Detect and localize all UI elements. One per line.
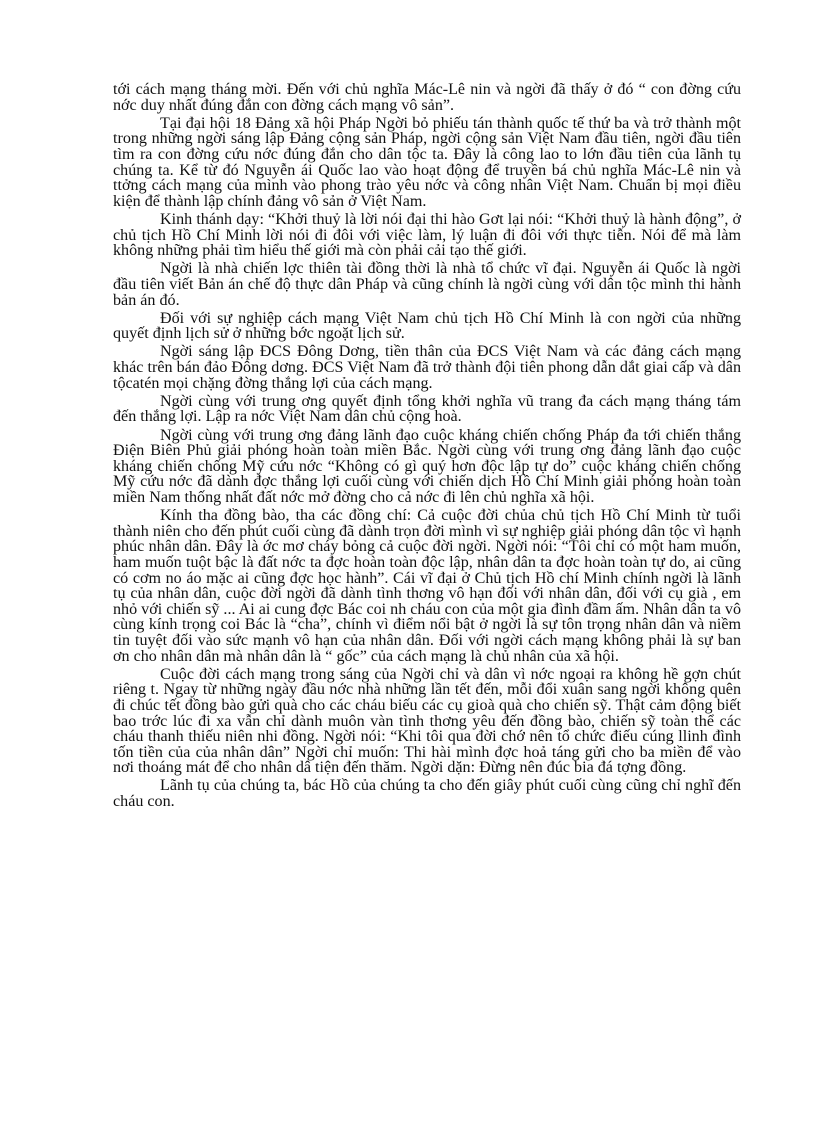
paragraph-1: tới cách mạng tháng mời. Đến với chủ nghĩa Mác-Lê nin và ngời đã thấy ở đó “ con đờng cứu nớc duy nhất đúng đắn con đờng cách mạng vô sản”.	[113, 81, 741, 114]
paragraph-7: Ngời cùng với trung ơng quyết định tổng khởi nghĩa vũ trang đa cách mạng tháng tám đến thắng lợi. Lập ra nớc Việt Nam dân chủ cộng hoà.	[113, 392, 741, 426]
paragraph-9: Kính tha đồng bào, tha các đồng chí: Cả cuộc đời chủa chủ tịch Hồ Chí Minh từ tuổi thành niên cho đến phút cuối cùng đã dành trọn đời mình vì sự nghiệp giải phóng dân tộc vì hạnh phúc nhân dân. Đây là ớc mơ cháy bỏng cả cuộc đời ngời. Ngời nói: “Tôi chỉ có một ham muốn, ham muốn tuột bậc là đất nớc ta đợc hoàn toàn độc lập, nhân dân ta đợc hoàn toàn tự do, ai cũng có cơm no áo mặc ai cũng đợc học hành”. Cái vĩ đại ở Chủ tịch Hồ chí Minh chính ngời là lãnh tụ của nhân dân, cuộc đời ngời đã dành tình thơng vô hạn đối với nhân dân, đối với cụ già , em nhỏ với chiến sỹ ... Ai ai cung đợc Bác coi nh cháu con của một gia đình đầm ấm. Nhân dân ta vô cùng kính trọng coi Bác là “cha”, chính vì điểm nổi bật ở ngời là sự tôn trọng nhân dân và niềm tin tuyệt đối vào sức mạnh vô hạn của nhân dân. Đối với ngời cách mạng không phải là sự ban ơn cho nhân dân mà nhân dân là “ gốc” của cách mạng là chủ nhân của xã hội.	[113, 507, 741, 665]
paragraph-5: Đối với sự nghiệp cách mạng Việt Nam chủ tịch Hồ Chí Minh là con ngời của những quyết định lịch sử ở những bớc ngoặt lịch sử.	[113, 309, 741, 343]
document-body	[113, 82, 741, 812]
paragraph-3: Kinh thánh dạy: “Khởi thuỷ là lời nói đại thi hào Gơt lại nói: “Khởi thuỷ là hành động”, ở chủ tịch Hồ Chí Minh lời nói đi đôi với việc làm, lý luận đi đôi với thực tiễn. Nói để mà làm không những phải tìm hiểu thế giới mà còn phải cải tạo thế giới.	[113, 210, 741, 260]
paragraph-4: Ngời là nhà chiến lợc thiên tài đồng thời là nhà tổ chức vĩ đại. Nguyễn ái Quốc là ngời đầu tiên viết Bản án chế độ thực dân Pháp và cũng chính là ngời cùng với dân tộc mình thi hành bản án đó.	[113, 260, 741, 309]
paragraph-6: Ngời sáng lập ĐCS Đông Dơng, tiền thân của ĐCS Việt Nam và các đảng cách mạng khác trên bán đảo Đông dơng. ĐCS Việt Nam đã trở thành đội tiên phong dẫn dắt giai cấp và dân tộcatén mọi chặng đờng thắng lợi của cách mạng.	[113, 343, 741, 392]
paragraph-2: Tại đại hội 18 Đảng xã hội Pháp Ngời bỏ phiếu tán thành quốc tế thứ ba và trở thành một trong những ngời sáng lập Đảng cộng sản Pháp, ngời cộng sản Việt Nam đầu tiên, ngời đầu tiên tìm ra con đờng cứu nớc đúng đắn cho dân tộc ta. Đây là công lao to lớn đầu tiên của lãnh tụ chúng ta. Kể từ đó Nguyễn ái Quốc lao vào hoạt động để truyền bá chủ nghĩa Mác-Lê nin và ttởng cách mạng của mình vào phong trào yêu nớc và công nhân Việt Nam. Chuẩn bị mọi điều kiện để thành lập chính đảng vô sản ở Việt Nam.	[113, 114, 741, 210]
paragraph-11: Lãnh tụ của chúng ta, bác Hồ của chúng ta cho đến giây phút cuối cùng cũng chỉ nghĩ đến cháu con.	[113, 777, 741, 811]
paragraph-8: Ngời cùng với trung ơng đảng lãnh đạo cuộc kháng chiến chống Pháp đa tới chiến thắng Điện Biên Phủ giải phóng hoàn toàn miền Bắc. Ngời cùng với trung ơng đảng lãnh đạo cuộc kháng chiến chống Mỹ cứu nớc “Không có gì quý hơn độc lập tự do” cuộc kháng chiến chống Mỹ cứu nớc đã dành đợc thắng lợi cuối cùng với chiến dịch Hồ Chí Minh giải phóng hoàn toàn miền Nam thống nhất đất nớc mở đờng cho cả nớc đi lên chủ nghĩa xã hội.	[113, 426, 741, 506]
paragraph-10: Cuộc đời cách mạng trong sáng của Ngời chỉ và dân vì nớc ngoại ra không hề gợn chút riêng t. Ngay từ những ngày đầu nớc nhà những lần tết đến, mỗi đổi xuân sang ngời không quên đi chúc tết đồng bào gửi quà cho các cháu biếu các cụ gioà quà cho chiến sỹ. Thật cảm động biết bao trớc lúc đi xa vẫn chỉ dành muôn vàn tình thơng yêu đến đồng bào, chiến sỹ toàn thể các cháu thanh thiếu niên nhi đồng. Ngời nói: “Khi tôi qua đời chớ nên tổ chức điếu cúng llinh đình tốn tiền của của nhân dân” Ngời chỉ muốn: Thi hài mình đợc hoả táng gửi cho ba miền để vào nơi thoáng mát để cho nhân dâ tiện đến thăm. Ngời dặn: Đừng nên đúc bia đá tợng đồng.	[113, 665, 741, 777]
